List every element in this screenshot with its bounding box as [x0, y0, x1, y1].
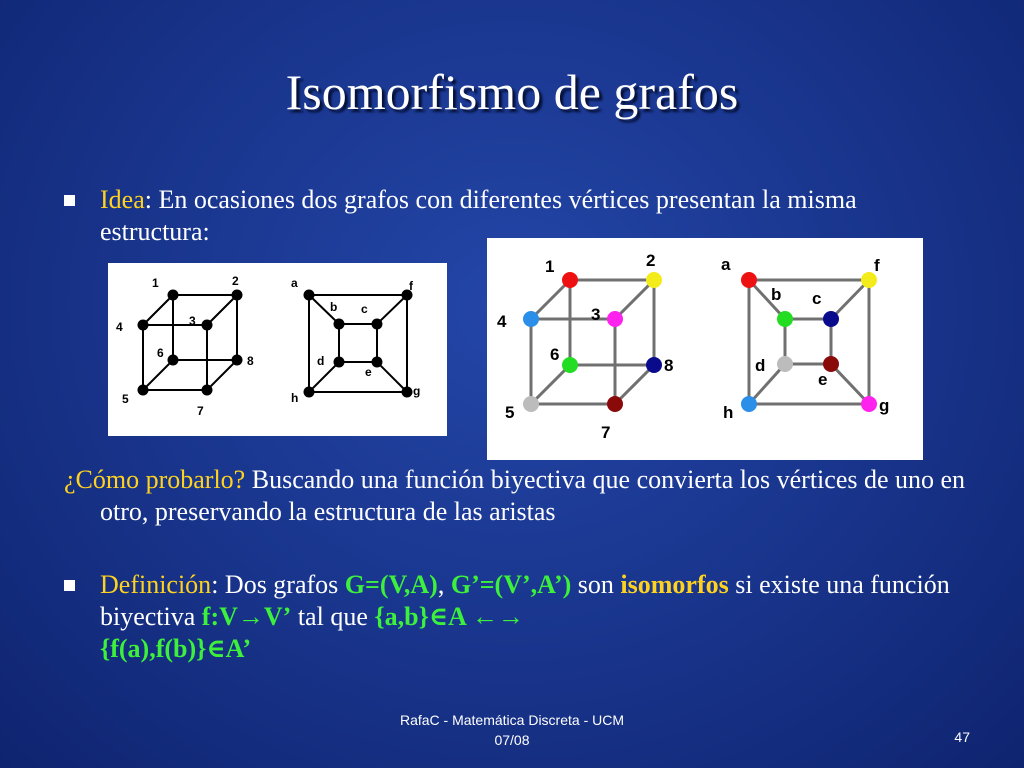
iff-arrow-icon: ←→ [471, 602, 524, 631]
probar-question: ¿Cómo probarlo? [64, 465, 246, 494]
definicion-text-3: son [571, 570, 621, 599]
small-graph-image [108, 263, 447, 436]
small-label-h: h [291, 391, 299, 405]
large-label-7: 7 [601, 423, 611, 442]
definicion-paragraph [100, 569, 960, 665]
bullet-square [64, 580, 75, 591]
small-label-d: d [317, 354, 325, 368]
small-label-e: e [365, 365, 372, 379]
element-of-icon: ∈ [206, 634, 226, 663]
definicion-text-4: si existe una función biyectiva [100, 570, 950, 631]
large-label-f: f [874, 256, 880, 275]
small-label-g: g [413, 384, 421, 398]
definicion-text-1: : Dos grafos [211, 570, 345, 599]
probar-paragraph [64, 464, 980, 528]
large-label-d: d [755, 356, 766, 375]
element-of-icon: ∈ [428, 602, 449, 631]
large-label-c: c [812, 289, 822, 308]
function-codomain: V’ [263, 602, 292, 631]
small-label-b: b [330, 300, 338, 314]
arrow-right-icon: → [237, 602, 264, 631]
page-number: 47 [954, 729, 970, 745]
large-label-a: a [721, 255, 731, 274]
bullet-square [64, 195, 75, 206]
definicion-text-5: tal que [291, 602, 375, 631]
footer-author: RafaC - Matemática Discreta - UCM [399, 712, 625, 728]
small-label-2: 2 [232, 274, 239, 288]
small-label-f: f [409, 279, 413, 293]
small-label-8: 8 [247, 354, 254, 368]
idea-text: : En ocasiones dos grafos con diferentes vértices presentan la misma estructura: [100, 185, 857, 246]
large-label-h: h [723, 403, 734, 422]
large-graph-image [487, 238, 923, 460]
small-label-6: 6 [157, 346, 164, 360]
large-label-6: 6 [550, 345, 560, 364]
large-label-2: 2 [646, 251, 656, 270]
edge-ab: {a,b} [374, 602, 429, 631]
function-f: f:V [201, 602, 238, 631]
definicion-text-2: , [437, 570, 451, 599]
footer [320, 710, 704, 750]
small-label-1: 1 [152, 276, 159, 290]
small-label-c: c [361, 302, 368, 316]
set-a-prime: A’ [225, 634, 252, 663]
isomorfos-term: isomorfos [620, 570, 729, 599]
small-label-5: 5 [122, 392, 129, 406]
large-label-e: e [818, 370, 828, 389]
large-label-4: 4 [497, 312, 507, 331]
idea-label: Idea [100, 185, 145, 214]
small-label-4: 4 [116, 320, 123, 334]
large-label-1: 1 [545, 257, 555, 276]
small-label-a: a [291, 276, 298, 290]
slide-title: Isomorfismo de grafos [285, 64, 739, 120]
graph-g: G=(V,A) [344, 570, 438, 599]
definicion-label: Definición [100, 570, 212, 599]
edge-fafb: {f(a),f(b)} [100, 634, 207, 663]
large-label-5: 5 [505, 403, 515, 422]
small-label-7: 7 [197, 404, 204, 418]
large-label-8: 8 [664, 356, 674, 375]
probar-text: Buscando una función biyectiva que convierta los vértices de uno en otro, preservando la estructura de las aristas [100, 465, 966, 526]
set-a: A [448, 602, 472, 631]
large-label-g: g [879, 396, 890, 415]
small-label-3: 3 [189, 314, 196, 328]
footer-date: 07/08 [494, 732, 530, 748]
large-label-b: b [771, 285, 782, 304]
large-label-3: 3 [591, 305, 601, 324]
graph-g-prime: G’=(V’,A’) [450, 570, 572, 599]
